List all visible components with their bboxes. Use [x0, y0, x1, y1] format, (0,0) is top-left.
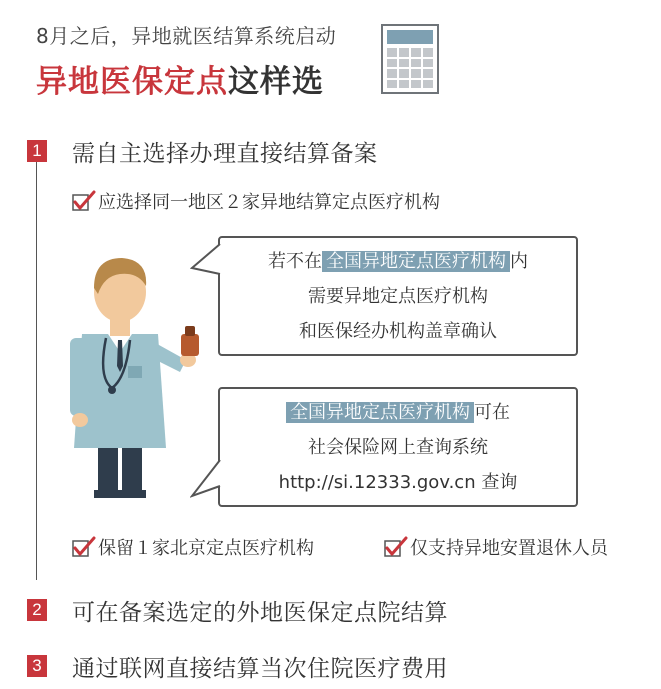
check-item-second: [72, 534, 314, 560]
bubble1-highlight: 全国异地定点医疗机构: [322, 251, 510, 272]
title-dark-part: 这样选: [228, 64, 324, 100]
calendar-icon: [381, 24, 439, 94]
page-title: [36, 56, 324, 101]
bubble1-post: 内: [510, 251, 528, 272]
check-icon: [72, 190, 96, 212]
step-3-number: 3: [27, 655, 47, 677]
step-1-number: 1: [27, 140, 47, 162]
step-2-number: 2: [27, 599, 47, 621]
check-icon: [72, 536, 96, 558]
info-bubble-1: [218, 236, 578, 356]
step-1-text: 需自主选择办理直接结算备案: [72, 141, 378, 167]
check-text-first: 应选择同一地区２家异地结算定点医疗机构: [98, 192, 440, 213]
check-icon: [384, 536, 408, 558]
bubble1-line2: 需要异地定点医疗机构: [308, 286, 488, 307]
bubble2-line2: 社会保险网上查询系统: [308, 437, 488, 458]
check-text-third: 仅支持异地安置退休人员: [410, 538, 608, 559]
bubble2-tail: [190, 456, 222, 500]
bubble2-highlight: 全国异地定点医疗机构: [286, 402, 474, 423]
check-item-first: [72, 188, 440, 214]
bubble2-url: http://si.12333.gov.cn: [278, 472, 476, 493]
bubble2-line3-post: 查询: [481, 472, 518, 493]
bubble2-post: 可在: [474, 402, 510, 423]
subtitle: 8月之后，异地就医结算系统启动: [36, 24, 337, 48]
step-3-text: 通过联网直接结算当次住院医疗费用: [72, 656, 448, 682]
step-2-text: 可在备案选定的外地医保定点院结算: [72, 600, 448, 626]
check-text-second: 保留１家北京定点医疗机构: [98, 538, 314, 559]
bubble1-tail: [190, 238, 222, 278]
title-red-part: 异地医保定点: [36, 64, 228, 100]
bubble1-pre: 若不在: [268, 251, 322, 272]
check-item-third: [384, 534, 608, 560]
bubble1-line3: 和医保经办机构盖章确认: [299, 321, 497, 342]
info-bubble-2: [218, 387, 578, 507]
timeline-line: [36, 160, 37, 580]
